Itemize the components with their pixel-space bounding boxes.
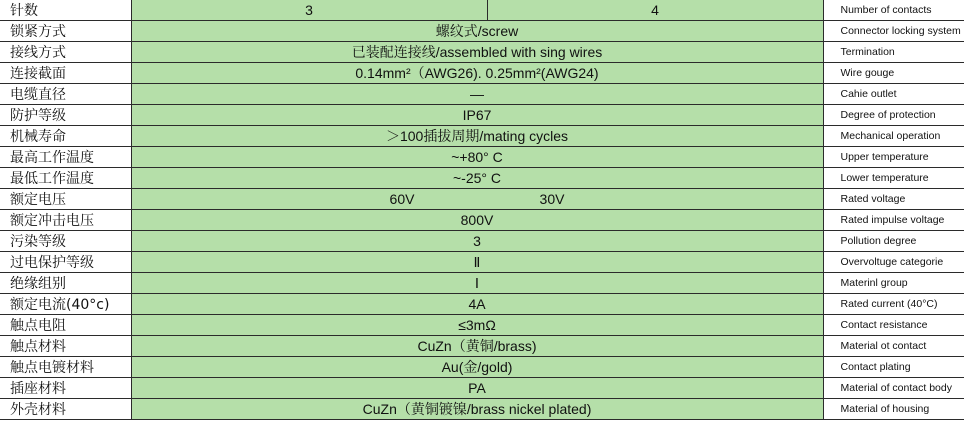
row-label-zh: 锁紧方式 bbox=[0, 21, 131, 42]
table-row bbox=[0, 84, 964, 105]
value-cell: ≤3mΩ bbox=[131, 315, 823, 336]
value-cell: 已装配连接线/assembled with sing wires bbox=[131, 42, 823, 63]
row-label-zh: 连接截面 bbox=[0, 63, 131, 84]
row-label-zh: 机械寿命 bbox=[0, 126, 131, 147]
row-label-zh: 触点材料 bbox=[0, 336, 131, 357]
row-label-en: Material of housing bbox=[823, 399, 964, 420]
row-label-zh: 触点电镀材料 bbox=[0, 357, 131, 378]
table-row bbox=[0, 294, 964, 315]
row-label-zh: 接线方式 bbox=[0, 42, 131, 63]
voltage-value-4pin: 30V bbox=[539, 191, 565, 207]
table-row bbox=[0, 126, 964, 147]
value-cell: PA bbox=[131, 378, 823, 399]
row-label-en: Lower temperature bbox=[823, 168, 964, 189]
row-label-en: Cahie outlet bbox=[823, 84, 964, 105]
row-label-en: Contact plating bbox=[823, 357, 964, 378]
value-cell-3pin: 3 bbox=[131, 0, 487, 21]
table-row bbox=[0, 273, 964, 294]
row-label-en: Rated current (40°C) bbox=[823, 294, 964, 315]
value-cell-4pin: 4 bbox=[487, 0, 823, 21]
row-label-en: Material of contact body bbox=[823, 378, 964, 399]
row-label-zh: 插座材料 bbox=[0, 378, 131, 399]
value-cell: ~-25° C bbox=[131, 168, 823, 189]
row-label-zh: 绝缘组别 bbox=[0, 273, 131, 294]
table-row bbox=[0, 357, 964, 378]
row-label-en: Pollution degree bbox=[823, 231, 964, 252]
value-cell: Au(金/gold) bbox=[131, 357, 823, 378]
row-label-zh: 污染等级 bbox=[0, 231, 131, 252]
value-cell: — bbox=[131, 84, 823, 105]
row-label-en: Degree of protection bbox=[823, 105, 964, 126]
row-label-zh: 触点电阻 bbox=[0, 315, 131, 336]
value-cell: 4A bbox=[131, 294, 823, 315]
row-label-en: Materinl group bbox=[823, 273, 964, 294]
value-cell: Ⅱ bbox=[131, 252, 823, 273]
row-label-zh: 针数 bbox=[0, 0, 131, 21]
row-label-en: Connector locking system bbox=[823, 21, 964, 42]
table-row bbox=[0, 189, 964, 210]
table-row bbox=[0, 0, 964, 21]
row-label-en: Rated voltage bbox=[823, 189, 964, 210]
row-label-en: Contact resistance bbox=[823, 315, 964, 336]
row-label-en: Material ot contact bbox=[823, 336, 964, 357]
table-row bbox=[0, 399, 964, 420]
row-label-zh: 外壳材料 bbox=[0, 399, 131, 420]
value-cell: IP67 bbox=[131, 105, 823, 126]
value-cell: Ⅰ bbox=[131, 273, 823, 294]
table-row bbox=[0, 210, 964, 231]
value-cell bbox=[131, 189, 823, 210]
value-cell: ＞100插拔周期/mating cycles bbox=[131, 126, 823, 147]
value-cell: 3 bbox=[131, 231, 823, 252]
row-label-en: Upper temperature bbox=[823, 147, 964, 168]
row-label-zh: 最高工作温度 bbox=[0, 147, 131, 168]
row-label-zh: 额定冲击电压 bbox=[0, 210, 131, 231]
value-cell: CuZn（黄铜/brass) bbox=[131, 336, 823, 357]
table-row bbox=[0, 252, 964, 273]
table-row bbox=[0, 315, 964, 336]
row-label-zh: 电缆直径 bbox=[0, 84, 131, 105]
value-cell: ~+80° C bbox=[131, 147, 823, 168]
row-label-en: Termination bbox=[823, 42, 964, 63]
table-row bbox=[0, 231, 964, 252]
row-label-en: Wire gouge bbox=[823, 63, 964, 84]
row-label-zh: 防护等级 bbox=[0, 105, 131, 126]
table-row bbox=[0, 21, 964, 42]
table-row bbox=[0, 42, 964, 63]
voltage-value-3pin: 60V bbox=[389, 191, 415, 207]
table-row bbox=[0, 168, 964, 189]
table-row bbox=[0, 378, 964, 399]
row-label-en: Rated impulse voltage bbox=[823, 210, 964, 231]
value-cell: 螺纹式/screw bbox=[131, 21, 823, 42]
table-row bbox=[0, 147, 964, 168]
table-row bbox=[0, 105, 964, 126]
row-label-zh: 最低工作温度 bbox=[0, 168, 131, 189]
row-label-en: Number of contacts bbox=[823, 0, 964, 21]
row-label-zh: 额定电流(40°c) bbox=[0, 294, 131, 315]
table-row bbox=[0, 336, 964, 357]
row-label-en: Mechanical operation bbox=[823, 126, 964, 147]
row-label-en: Overvoltuge categorie bbox=[823, 252, 964, 273]
value-cell: 800V bbox=[131, 210, 823, 231]
value-cell: 0.14mm²（AWG26). 0.25mm²(AWG24) bbox=[131, 63, 823, 84]
table-row bbox=[0, 63, 964, 84]
row-label-zh: 过电保护等级 bbox=[0, 252, 131, 273]
value-cell: CuZn（黄铜镀镍/brass nickel plated) bbox=[131, 399, 823, 420]
row-label-zh: 额定电压 bbox=[0, 189, 131, 210]
